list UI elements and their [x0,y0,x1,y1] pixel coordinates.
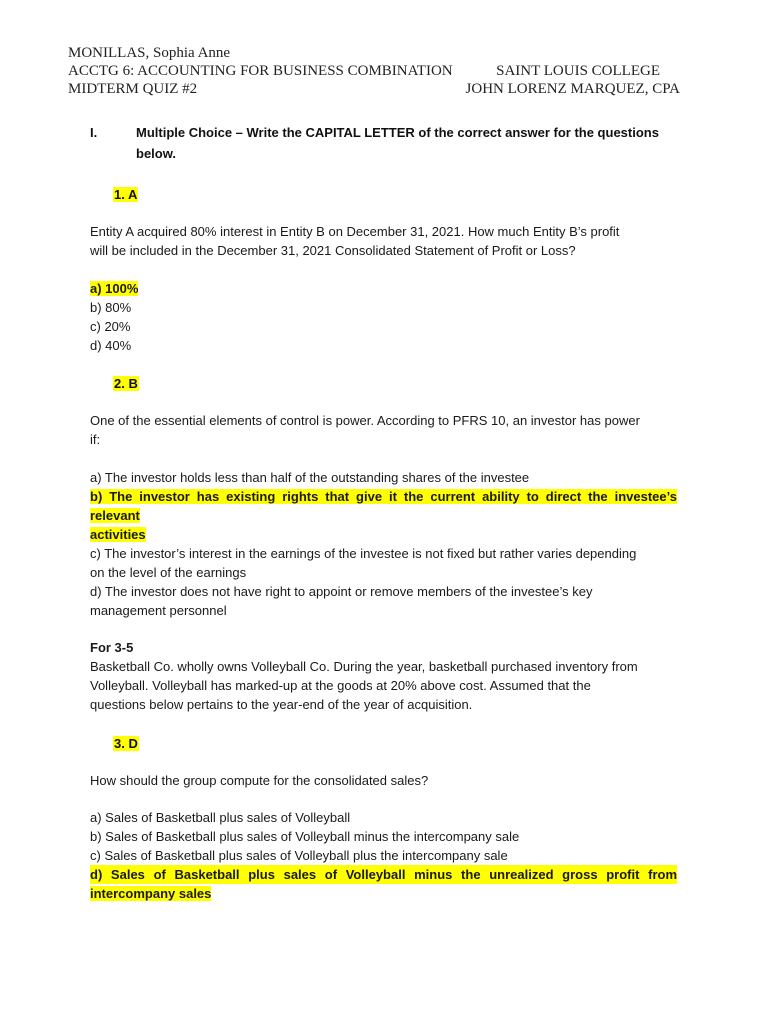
student-name: MONILLAS, Sophia Anne [68,45,231,61]
q2-question [90,411,677,449]
instructor-name: JOHN LORENZ MARQUEZ, CPA [465,81,680,97]
q2-choice-c-line-1: c) The investor’s interest in the earnings of the investee is not fixed but rather varies depending [90,546,637,561]
case-line-2: Volleyball. Volleyball has marked-up at the goods at 20% above cost. Assumed that the [90,678,591,693]
course-title: ACCTG 6: ACCOUNTING FOR BUSINESS COMBINATION [68,63,453,79]
q1-answer-label [113,185,138,204]
q3-choice-d-line-2: intercompany sales [90,886,212,901]
q3-choice-c: c) Sales of Basketball plus sales of Volleyball plus the intercompany sale [90,848,508,863]
q2-choice-c-line-2: on the level of the earnings [90,565,247,580]
instructions-line-2: below. [136,146,176,161]
q3-choices [90,808,677,903]
exam-title: MIDTERM QUIZ #2 [68,81,198,97]
case-line-3: questions below pertains to the year-end of the year of acquisition. [90,697,473,712]
q3-choice-d-line-1: d) Sales of Basketball plus sales of Volleyball minus the unrealized gross profit from [90,867,677,882]
q2-choice-d-line-2: management personnel [90,603,227,618]
q2-choices [90,468,677,620]
q1-question-line-1: Entity A acquired 80% interest in Entity B on December 31, 2021. How much Entity B’s profit [90,224,620,239]
school-name: SAINT LOUIS COLLEGE [496,63,660,79]
q1-answer-text: 1. A [114,187,138,202]
q2-answer-label [113,374,139,393]
section-instructions [136,122,676,164]
header-line-3 [68,80,680,98]
header-line-1 [68,44,680,62]
q3-question: How should the group compute for the consolidated sales? [90,773,429,788]
q3-choice-b: b) Sales of Basketball plus sales of Volleyball minus the intercompany sale [90,829,520,844]
q2-choice-a: a) The investor holds less than half of the outstanding shares of the investee [90,470,530,485]
section-number: I. [90,125,98,140]
document-header [68,44,680,98]
q1-choice-d: d) 40% [90,338,132,353]
q2-question-line-2: if: [90,432,101,447]
q1-question [90,222,677,260]
q3-answer-text: 3. D [114,736,138,751]
instructions-line-1: Multiple Choice – Write the CAPITAL LETTER of the correct answer for the questions [136,125,659,140]
case-scenario [90,638,677,714]
case-heading: For 3-5 [90,640,134,655]
q2-choice-d-line-1: d) The investor does not have right to appoint or remove members of the investee’s key [90,584,593,599]
q1-choice-c: c) 20% [90,319,131,334]
q2-choice-b-line-1: b) The investor has existing rights that give it the current ability to direct the investee’s [90,489,677,504]
q2-answer-text: 2. B [114,376,138,391]
q1-choices [90,279,677,355]
q2-choice-b-line-2: relevant [90,508,140,523]
q1-choice-b: b) 80% [90,300,132,315]
q3-answer-label [113,734,139,753]
q2-question-line-1: One of the essential elements of control is power. According to PFRS 10, an investor has power [90,413,640,428]
q2-choice-b-line-3: activities [90,527,146,542]
case-line-1: Basketball Co. wholly owns Volleyball Co. During the year, basketball purchased inventory from [90,659,638,674]
q1-question-line-2: will be included in the December 31, 2021 Consolidated Statement of Profit or Loss? [90,243,576,258]
q3-choice-a: a) Sales of Basketball plus sales of Volleyball [90,810,351,825]
q1-choice-a: a) 100% [90,281,139,296]
header-line-2 [68,62,680,80]
